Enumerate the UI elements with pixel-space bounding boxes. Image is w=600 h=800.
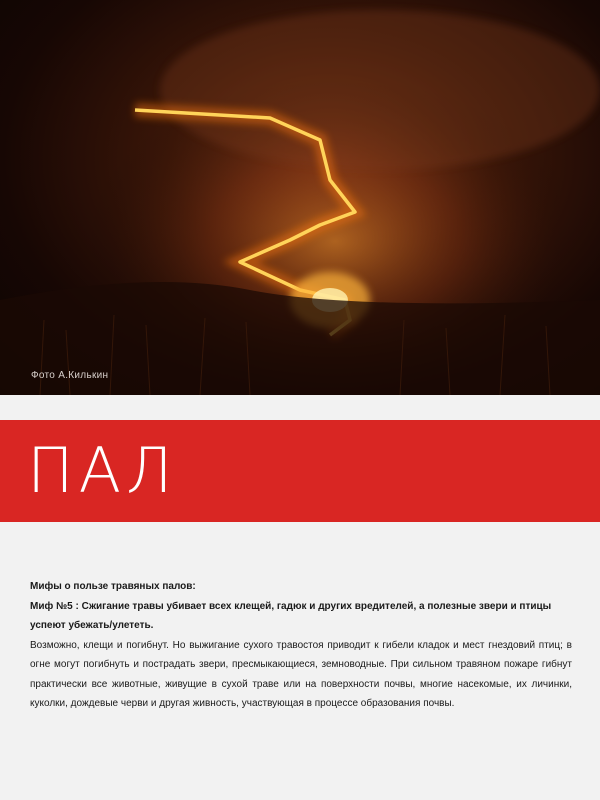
myth-statement: Миф №5 : Сжигание травы убивает всех клещей, гадюк и других вредителей, а полезные звери и птицы успеют убежать/улететь. bbox=[30, 600, 552, 631]
photo-credit: Фото А.Килькин bbox=[31, 370, 109, 381]
fire-photo bbox=[0, 0, 600, 395]
fire-illustration bbox=[0, 0, 600, 395]
article-body: Возможно, клещи и погибнут. Но выжигание сухого травостоя приводит к гибели кладок и мест гнездовий птиц; в огне могут погибнуть и пострадать звери, пресмыкающиеся, земноводные. При сильном травяном пожаре гибнут практически все животные, живущие в сухой траве или на поверхности почвы, многие насекомые, их личинки, куколки, дождевые черви и другая живность, участвующая в процессе образования почвы. bbox=[30, 639, 572, 709]
article-text bbox=[30, 577, 572, 714]
article-heading: Мифы о пользе травяных палов: bbox=[30, 581, 196, 592]
page-title: ПАЛ bbox=[27, 434, 178, 507]
